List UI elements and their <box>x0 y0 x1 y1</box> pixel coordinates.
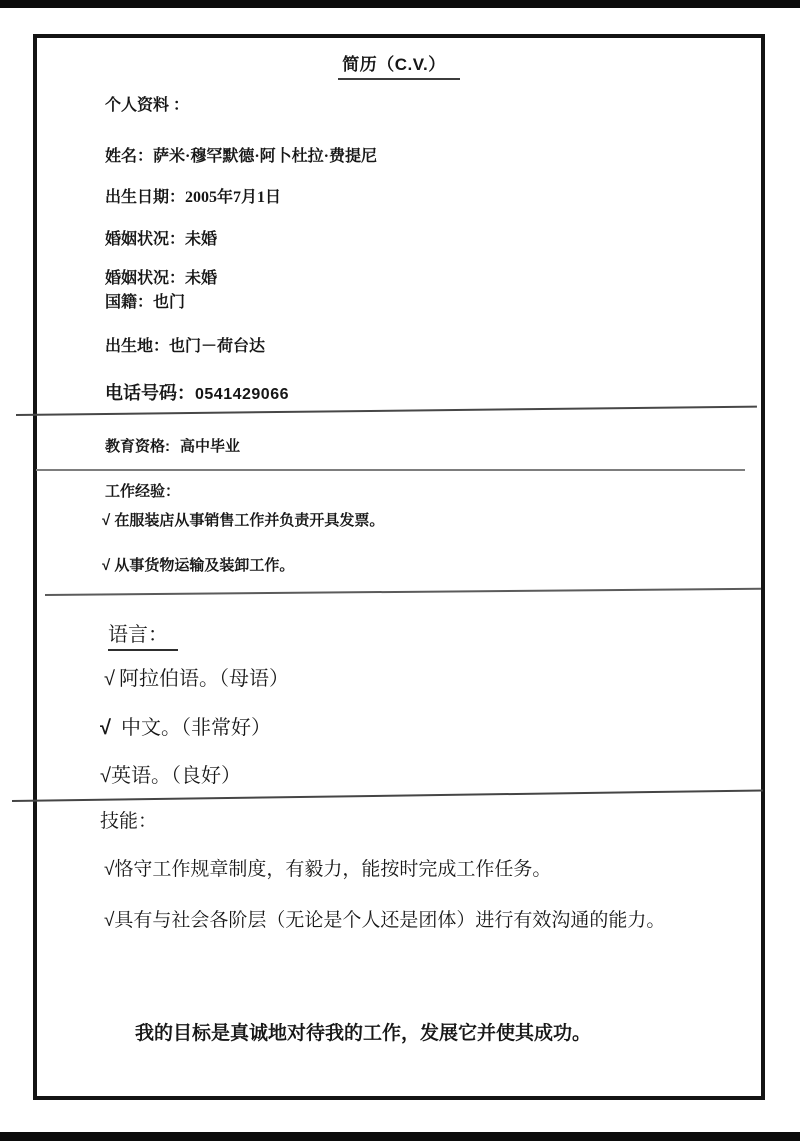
objective-statement: 我的目标是真诚地对待我的工作，发展它并使其成功。 <box>135 1023 592 1044</box>
personal-info-heading: 个人资料 ： <box>105 97 190 114</box>
name-line: 姓名：萨米·穆罕默德·阿卜杜拉·费提尼 <box>105 148 378 165</box>
document-title: 简历（C.V.） <box>338 50 460 80</box>
document-title-container <box>37 50 761 80</box>
language-text: 英语。（良好） <box>110 765 241 787</box>
skill-item: √具有与社会各阶层（无论是个人还是团体）进行有效沟通的能力。 <box>104 910 666 931</box>
skills-heading: 技能： <box>100 811 158 832</box>
marital-status-line-1: 婚姻状况：未婚 <box>105 231 218 248</box>
language-item-chinese <box>100 711 271 740</box>
section-divider-line <box>36 469 745 471</box>
education-label: 教育资格: <box>105 438 170 455</box>
birth-date-line: 出生日期：2005年7月1日 <box>105 189 282 206</box>
phone-label: 电话号码： <box>105 383 195 403</box>
phone-number: 0541429066 <box>195 386 289 403</box>
bottom-black-bar <box>0 1132 800 1141</box>
skill-item: √恪守工作规章制度，有毅力，能按时完成工作任务。 <box>104 859 552 880</box>
language-text: 阿拉伯语。（母语） <box>118 668 289 690</box>
birth-place-line: 出生地：也门－荷台达 <box>105 338 266 355</box>
work-experience-heading: 工作经验： <box>105 483 181 500</box>
phone-line <box>105 379 289 405</box>
language-text: 中文。（非常好） <box>120 717 271 739</box>
marital-status-line-2: 婚姻状况：未婚 <box>105 270 218 287</box>
education-value: 高中毕业 <box>180 438 241 455</box>
work-experience-item: √ 在服装店从事销售工作并负责开具发票。 <box>102 512 385 529</box>
checkmark-icon: √ <box>100 765 111 787</box>
checkmark-icon: √ <box>100 717 111 739</box>
work-experience-item: √ 从事货物运输及装卸工作。 <box>102 557 295 574</box>
language-item-arabic <box>104 662 289 691</box>
top-black-bar <box>0 0 800 8</box>
nationality-line: 国籍：也门 <box>105 294 186 311</box>
language-item-english <box>100 759 241 788</box>
languages-heading: 语言： <box>108 618 178 651</box>
education-line <box>105 435 240 456</box>
checkmark-icon: √ <box>104 668 115 690</box>
